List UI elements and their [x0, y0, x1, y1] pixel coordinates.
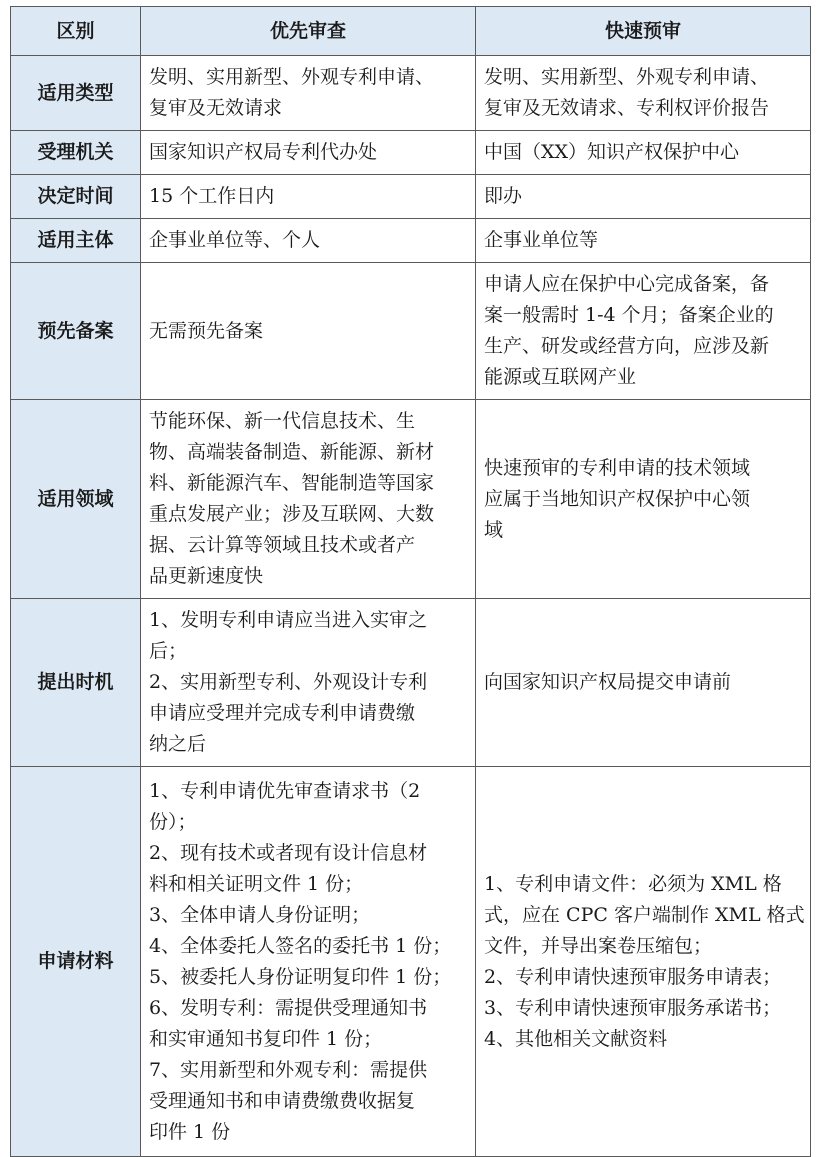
- cell-line: 2、现有技术或者现有设计信息材: [149, 841, 428, 864]
- fast-pre-review-cell: [476, 767, 811, 1157]
- table-row: [11, 263, 811, 400]
- cell-line: 料、新能源汽车、智能制造等国家: [149, 472, 435, 494]
- cell-line: 2、专利申请快速预审服务申请表；: [484, 965, 782, 988]
- header-row: [11, 7, 811, 56]
- fast-pre-review-cell: [476, 599, 811, 767]
- cell-line: 向国家知识产权局提交申请前: [484, 671, 732, 693]
- cell-line: 复审及无效请求: [149, 97, 283, 119]
- table-row: [11, 56, 811, 131]
- cell-line: 发明、实用新型、外观专利申请、: [484, 66, 770, 88]
- cell-line: 申请应受理并完成专利申请费缴: [149, 702, 416, 724]
- header-fast-pre-review: 快速预审: [476, 7, 811, 56]
- cell-line: 案一般需时 1-4 个月；备案企业的: [484, 304, 774, 326]
- fast-pre-review-cell: [476, 263, 811, 400]
- row-label: 提出时机: [11, 599, 141, 767]
- cell-line: 企事业单位等、个人: [149, 229, 321, 251]
- table-body: [11, 56, 811, 1157]
- row-label: 适用主体: [11, 219, 141, 263]
- cell-line: 文件，并导出案卷压缩包；: [484, 934, 713, 957]
- table-row: [11, 599, 811, 767]
- row-label: 适用领域: [11, 400, 141, 599]
- cell-line: 申请人应在保护中心完成备案，备: [484, 273, 770, 295]
- fast-pre-review-cell: [476, 131, 811, 175]
- cell-line: 1、专利申请优先审查请求书（2: [149, 779, 421, 802]
- table-row: [11, 219, 811, 263]
- cell-line: 中国（XX）知识产权保护中心: [484, 141, 740, 163]
- priority-review-cell: [141, 767, 476, 1157]
- cell-line: 企事业单位等: [484, 229, 599, 251]
- cell-line: 能源或互联网产业: [484, 366, 637, 388]
- priority-review-cell: [141, 599, 476, 767]
- row-label: 决定时间: [11, 175, 141, 219]
- cell-line: 据、云计算等领域且技术或者产: [149, 534, 416, 556]
- cell-line: 重点发展产业；涉及互联网、大数: [149, 503, 435, 525]
- header-priority-review: 优先审查: [141, 7, 476, 56]
- cell-line: 节能环保、新一代信息技术、生: [149, 410, 416, 432]
- cell-line: 物、高端装备制造、新能源、新材: [149, 441, 435, 463]
- cell-line: 即办: [484, 185, 523, 207]
- fast-pre-review-cell: [476, 56, 811, 131]
- cell-line: 式，应在 CPC 客户端制作 XML 格式: [484, 903, 805, 926]
- cell-line: 后；: [149, 640, 188, 662]
- cell-line: 生产、研发或经营方向，应涉及新: [484, 335, 770, 357]
- row-label: 适用类型: [11, 56, 141, 131]
- cell-line: 和实审通知书复印件 1 份；: [149, 1027, 383, 1050]
- cell-line: 7、实用新型和外观专利：需提供: [149, 1058, 428, 1081]
- priority-review-cell: [141, 263, 476, 400]
- cell-line: 15 个工作日内: [149, 185, 275, 207]
- cell-line: 快速预审的专利申请的技术领域: [484, 456, 751, 479]
- header-category: 区别: [11, 7, 141, 56]
- row-label: 预先备案: [11, 263, 141, 400]
- cell-line: 域: [484, 518, 504, 541]
- priority-review-cell: [141, 219, 476, 263]
- cell-line: 4、其他相关文献资料: [484, 1027, 668, 1050]
- cell-line: 应属于当地知识产权保护中心领: [484, 487, 751, 510]
- cell-line: 3、专利申请快速预审服务承诺书；: [484, 996, 782, 1019]
- row-label: 受理机关: [11, 131, 141, 175]
- cell-line: 1、专利申请文件：必须为 XML 格: [484, 872, 782, 895]
- cell-line: 2、实用新型专利、外观设计专利: [149, 671, 428, 693]
- cell-line: 受理通知书和申请费缴费收据复: [149, 1089, 416, 1112]
- cell-line: 6、发明专利：需提供受理通知书: [149, 996, 428, 1019]
- cell-line: 无需预先备案: [149, 319, 264, 342]
- cell-line: 发明、实用新型、外观专利申请、: [149, 66, 435, 88]
- priority-review-cell: [141, 400, 476, 599]
- cell-line: 份）；: [149, 810, 197, 833]
- cell-line: 复审及无效请求、专利权评价报告: [484, 97, 770, 119]
- cell-line: 品更新速度快: [149, 565, 264, 587]
- priority-review-cell: [141, 131, 476, 175]
- cell-line: 国家知识产权局专利代办处: [149, 141, 378, 163]
- table-row: [11, 400, 811, 599]
- cell-line: 3、全体申请人身份证明；: [149, 903, 371, 926]
- cell-line: 4、全体委托人签名的委托书 1 份；: [149, 934, 452, 957]
- priority-review-cell: [141, 56, 476, 131]
- cell-line: 印件 1 份: [149, 1120, 231, 1143]
- row-label: 申请材料: [11, 767, 141, 1157]
- table-row: [11, 175, 811, 219]
- cell-line: 5、被委托人身份证明复印件 1 份；: [149, 965, 452, 988]
- fast-pre-review-cell: [476, 400, 811, 599]
- priority-review-cell: [141, 175, 476, 219]
- fast-pre-review-cell: [476, 219, 811, 263]
- table-row: [11, 767, 811, 1157]
- comparison-table: [10, 6, 811, 1157]
- cell-line: 料和相关证明文件 1 份；: [149, 872, 364, 895]
- cell-line: 1、发明专利申请应当进入实审之: [149, 609, 428, 631]
- cell-line: 纳之后: [149, 733, 207, 755]
- fast-pre-review-cell: [476, 175, 811, 219]
- table-row: [11, 131, 811, 175]
